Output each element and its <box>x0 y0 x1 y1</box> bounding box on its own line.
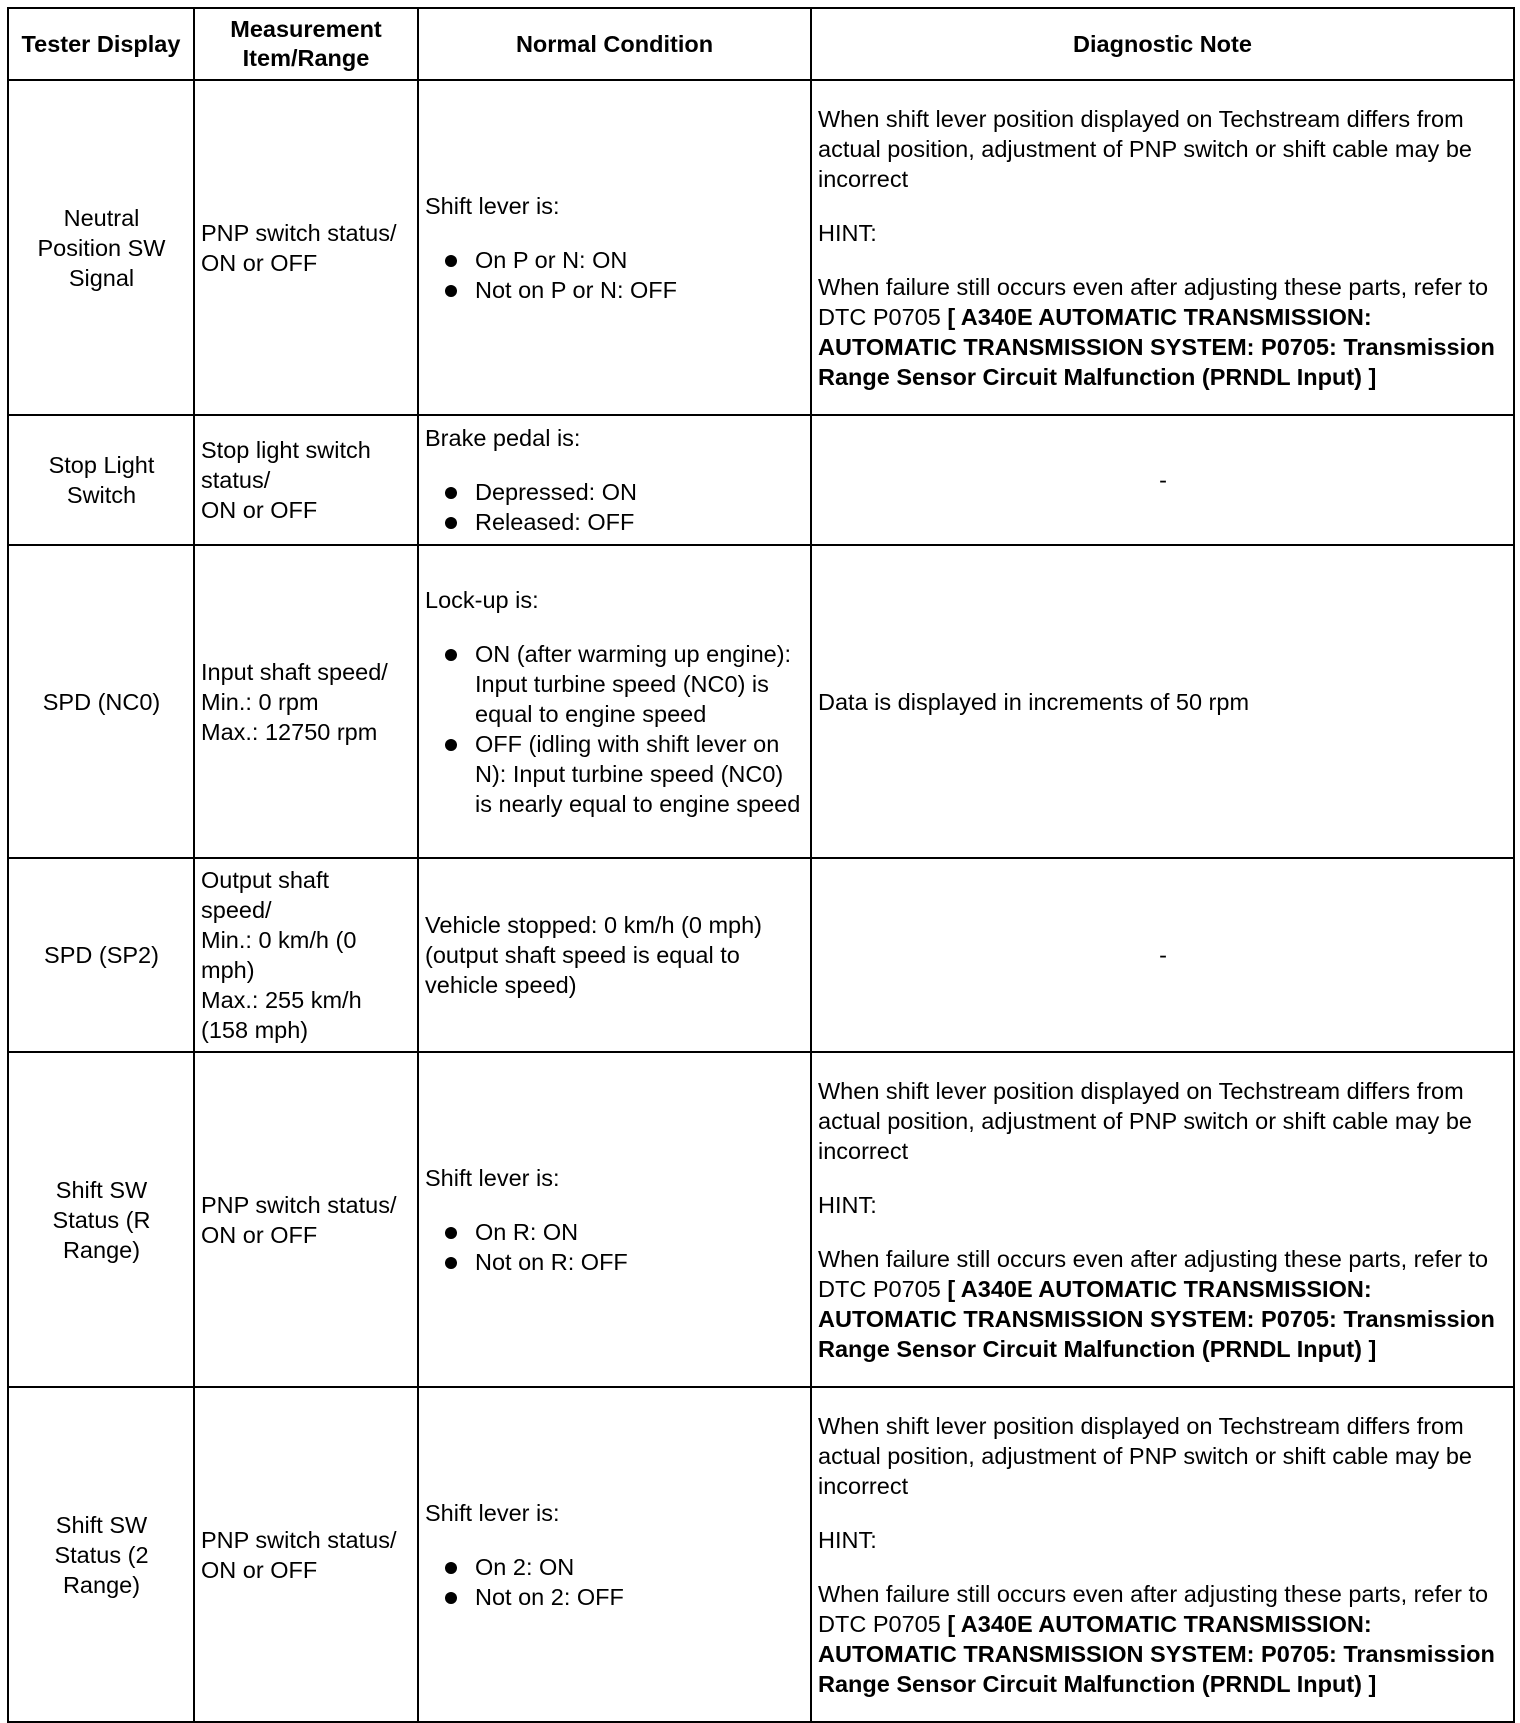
tester-line: Range) <box>62 1236 141 1263</box>
note-failure <box>818 1579 1508 1699</box>
normal-condition-cell <box>418 415 811 545</box>
diagnostic-note-cell <box>811 545 1514 858</box>
normal-condition-cell <box>418 858 811 1052</box>
note-intro: When shift lever position displayed on Techstream differs from actual position, adjustment of PNP switch or shift cable may be incorrect <box>818 105 1472 192</box>
measurement-line: ON or OFF <box>201 1221 318 1248</box>
tester-line: Position SW <box>37 234 166 261</box>
note-failure <box>818 272 1508 392</box>
normal-condition-cell <box>418 1052 811 1387</box>
measurement-line: Max.: 255 km/h <box>201 987 362 1013</box>
table-row <box>8 545 1514 858</box>
tester-line: Switch <box>66 482 137 508</box>
header-tester-display: Tester Display <box>8 8 194 80</box>
note-text: Data is displayed in increments of 50 rpm <box>818 688 1250 715</box>
table-row <box>8 415 1514 545</box>
measurement-line: Max.: 12750 rpm <box>201 718 378 745</box>
measurement-line: Min.: 0 km/h (0 <box>201 927 357 953</box>
note-failure-text: When failure still occurs even after adjusting these parts, refer to DTC P0705 <box>818 1245 1489 1302</box>
note-hint: HINT: <box>818 1191 877 1218</box>
measurement-line: PNP switch status/ <box>201 219 397 246</box>
dtc-reference-link[interactable]: [ A340E AUTOMATIC TRANSMISSION: AUTOMATIC TRANSMISSION SYSTEM: P0705: Transmission Range Sensor Circuit Malfunction (PRNDL Input) ] <box>818 1610 1495 1697</box>
tester-line: Stop Light <box>48 452 155 478</box>
tester-line: SPD (SP2) <box>44 942 159 968</box>
condition-lead: Lock-up is: <box>425 586 539 613</box>
condition-lead: Brake pedal is: <box>425 425 581 451</box>
condition-item: Not on 2: OFF <box>425 1582 805 1612</box>
note-text: - <box>1159 942 1167 968</box>
measurement-line: speed/ <box>201 897 272 923</box>
measurement-line: PNP switch status/ <box>201 1526 397 1553</box>
tester-line: Shift SW <box>55 1511 148 1538</box>
tester-line: Status (2 <box>54 1541 149 1568</box>
measurement-line: mph) <box>201 957 255 983</box>
tester-line: Status (R <box>52 1206 151 1233</box>
measurement-line: ON or OFF <box>201 249 318 276</box>
note-hint: HINT: <box>818 1526 877 1553</box>
condition-item: On 2: ON <box>425 1552 805 1582</box>
diagnostic-note-cell <box>811 1052 1514 1387</box>
note-intro: When shift lever position displayed on Techstream differs from actual position, adjustment of PNP switch or shift cable may be incorrect <box>818 1077 1472 1164</box>
measurement-cell <box>194 1387 418 1722</box>
measurement-line: PNP switch status/ <box>201 1191 397 1218</box>
table-row <box>8 1387 1514 1722</box>
condition-item: Not on P or N: OFF <box>425 275 805 305</box>
normal-condition-cell <box>418 545 811 858</box>
measurement-cell <box>194 80 418 415</box>
normal-condition-cell <box>418 1387 811 1722</box>
condition-lead: Shift lever is: <box>425 192 560 219</box>
header-measurement-line1: Measurement <box>230 16 382 42</box>
tester-display-cell <box>8 1052 194 1387</box>
condition-list <box>425 477 805 537</box>
header-measurement <box>194 8 418 80</box>
condition-list <box>425 639 805 819</box>
diagnostic-note-cell <box>811 80 1514 415</box>
table-row <box>8 858 1514 1052</box>
measurement-line: ON or OFF <box>201 497 318 523</box>
data-list-table <box>7 7 1515 1723</box>
condition-list <box>425 1217 805 1277</box>
header-measurement-line2: Item/Range <box>242 45 370 71</box>
table-row <box>8 80 1514 415</box>
condition-lead: Shift lever is: <box>425 1164 560 1191</box>
tester-line: Signal <box>68 264 135 291</box>
measurement-cell <box>194 858 418 1052</box>
diagnostic-note-cell <box>811 1387 1514 1722</box>
condition-lead: Shift lever is: <box>425 1499 560 1526</box>
note-failure-text: When failure still occurs even after adjusting these parts, refer to DTC P0705 <box>818 273 1489 330</box>
tester-line: Shift SW <box>55 1176 148 1203</box>
header-row <box>8 8 1514 80</box>
tester-display-cell <box>8 858 194 1052</box>
condition-item: Released: OFF <box>425 507 805 537</box>
condition-item: On P or N: ON <box>425 245 805 275</box>
measurement-line: Output shaft <box>201 867 330 893</box>
measurement-cell <box>194 415 418 545</box>
table-row <box>8 1052 1514 1387</box>
tester-line: Range) <box>62 1571 141 1598</box>
tester-display-cell <box>8 545 194 858</box>
note-text: - <box>1159 467 1167 493</box>
tester-display-cell <box>8 1387 194 1722</box>
condition-item: Depressed: ON <box>425 477 805 507</box>
dtc-reference-link[interactable]: [ A340E AUTOMATIC TRANSMISSION: AUTOMATIC TRANSMISSION SYSTEM: P0705: Transmission Range Sensor Circuit Malfunction (PRNDL Input) ] <box>818 1275 1495 1362</box>
dtc-reference-link[interactable]: [ A340E AUTOMATIC TRANSMISSION: AUTOMATIC TRANSMISSION SYSTEM: P0705: Transmission Range Sensor Circuit Malfunction (PRNDL Input) ] <box>818 303 1495 390</box>
condition-list <box>425 1552 805 1612</box>
tester-line: Neutral <box>63 204 140 231</box>
header-diagnostic-note: Diagnostic Note <box>811 8 1514 80</box>
measurement-line: (158 mph) <box>201 1017 309 1043</box>
condition-list <box>425 245 805 305</box>
measurement-cell <box>194 1052 418 1387</box>
condition-text: Vehicle stopped: 0 km/h (0 mph) (output shaft speed is equal to vehicle speed) <box>425 912 763 998</box>
note-failure-text: When failure still occurs even after adjusting these parts, refer to DTC P0705 <box>818 1580 1489 1637</box>
note-hint: HINT: <box>818 219 877 246</box>
tester-line: SPD (NC0) <box>42 688 161 715</box>
measurement-line: Input shaft speed/ <box>201 658 388 685</box>
normal-condition-cell <box>418 80 811 415</box>
header-normal-condition: Normal Condition <box>418 8 811 80</box>
measurement-cell <box>194 545 418 858</box>
note-failure <box>818 1244 1508 1364</box>
diagnostic-note-cell <box>811 858 1514 1052</box>
condition-item: Not on R: OFF <box>425 1247 805 1277</box>
measurement-line: status/ <box>201 467 271 493</box>
condition-item: ON (after warming up engine): Input turbine speed (NC0) is equal to engine speed <box>425 639 805 729</box>
diagnostic-note-cell <box>811 415 1514 545</box>
condition-item: OFF (idling with shift lever on N): Input turbine speed (NC0) is nearly equal to engine speed <box>425 729 805 819</box>
note-intro: When shift lever position displayed on Techstream differs from actual position, adjustment of PNP switch or shift cable may be incorrect <box>818 1412 1472 1499</box>
measurement-line: Stop light switch <box>201 437 371 463</box>
measurement-line: ON or OFF <box>201 1556 318 1583</box>
tester-display-cell <box>8 415 194 545</box>
tester-display-cell <box>8 80 194 415</box>
condition-item: On R: ON <box>425 1217 805 1247</box>
measurement-line: Min.: 0 rpm <box>201 688 319 715</box>
